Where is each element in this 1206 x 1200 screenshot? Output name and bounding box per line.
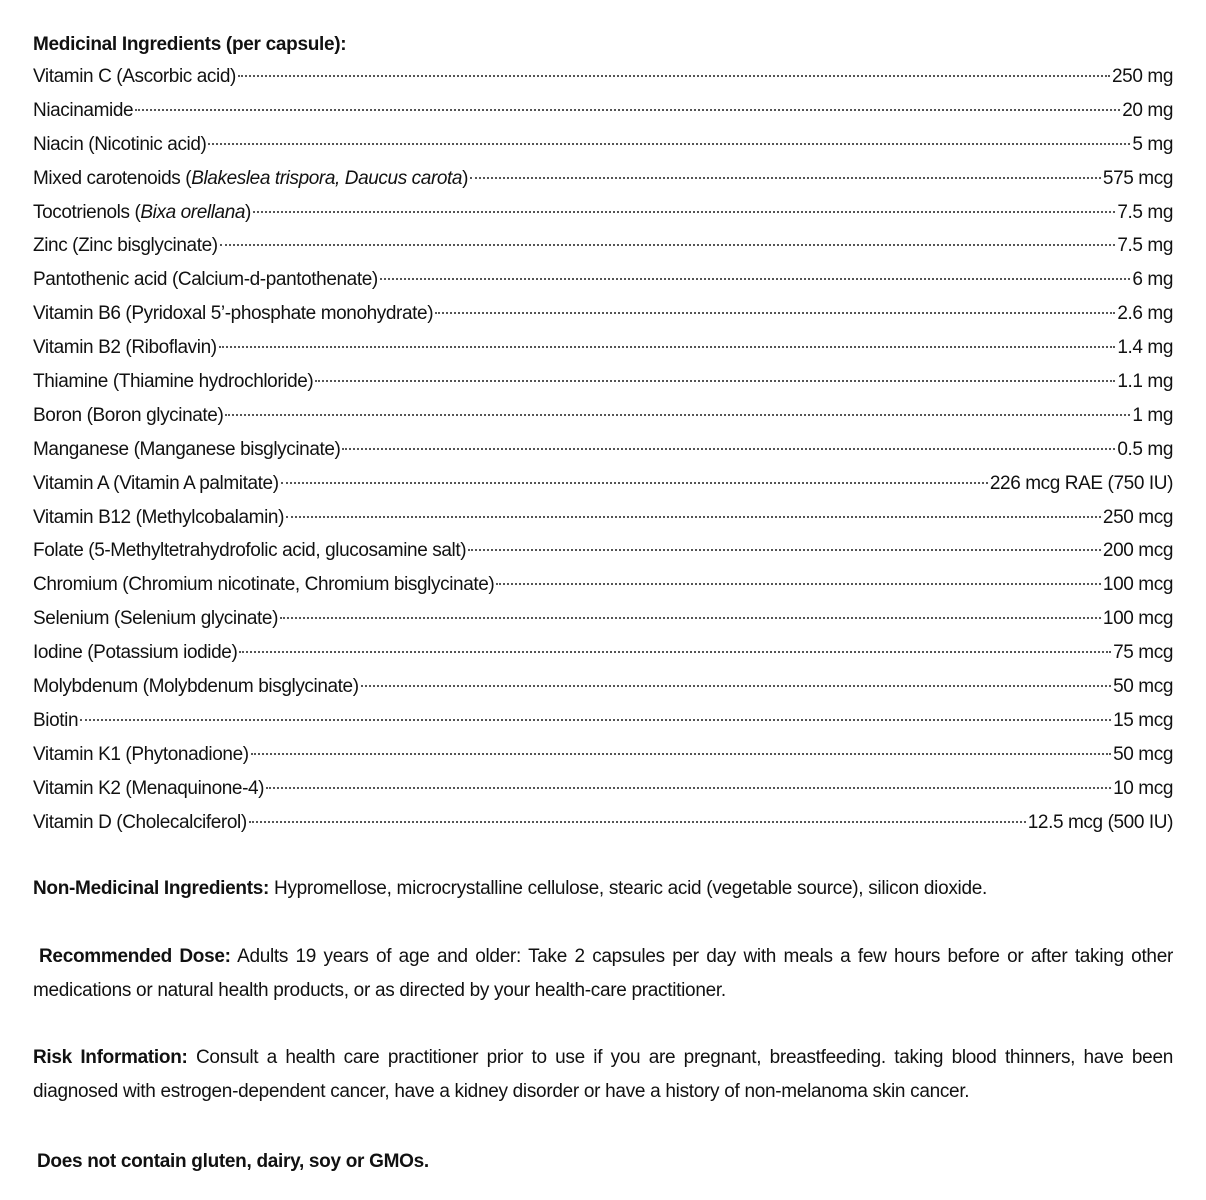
dot-leader — [249, 821, 1026, 823]
ingredient-amount: 50 mcg — [1113, 743, 1173, 765]
dot-leader — [266, 787, 1111, 789]
ingredient-amount: 200 mcg — [1102, 540, 1173, 562]
dot-leader — [80, 719, 1111, 721]
ingredient-latin-name: Bixa orellana — [140, 201, 246, 223]
ingredient-amount: 50 mcg — [1113, 676, 1173, 698]
ingredient-latin-name: Blakeslea trispora, Daucus carota — [191, 167, 463, 189]
recommended-dose-paragraph — [33, 940, 1173, 1008]
dot-leader — [435, 312, 1115, 314]
ingredient-row — [33, 229, 1173, 263]
ingredient-row — [33, 162, 1173, 196]
dot-leader — [361, 685, 1111, 687]
dot-leader — [220, 244, 1116, 246]
ingredient-row — [33, 704, 1173, 738]
ingredient-name: Vitamin B12 (Methylcobalamin) — [33, 506, 284, 528]
ingredient-amount: 7.5 mg — [1117, 201, 1173, 223]
risk-information-section — [33, 1041, 1173, 1109]
ingredient-name: Mixed carotenoids (Blakeslea trispora, Daucus carota) — [33, 167, 469, 189]
ingredient-name: Chromium (Chromium nicotinate, Chromium bisglycinate) — [33, 574, 495, 596]
risk-information-label: Risk Information: — [33, 1047, 188, 1068]
recommended-dose-label: Recommended Dose: — [39, 946, 231, 967]
dot-leader — [315, 380, 1115, 382]
dot-leader — [281, 482, 988, 484]
dot-leader — [496, 583, 1101, 585]
ingredient-row — [33, 331, 1173, 365]
ingredient-name: Molybdenum (Molybdenum bisglycinate) — [33, 676, 359, 698]
ingredient-row — [33, 365, 1173, 399]
dot-leader — [239, 651, 1111, 653]
ingredient-amount: 1 mg — [1132, 404, 1173, 426]
ingredient-amount: 75 mcg — [1113, 642, 1173, 664]
dot-leader — [342, 448, 1115, 450]
ingredient-name: Selenium (Selenium glycinate) — [33, 608, 279, 630]
ingredient-amount: 6 mg — [1132, 269, 1173, 291]
ingredient-row — [33, 738, 1173, 772]
dot-leader — [251, 753, 1111, 755]
dot-leader — [380, 278, 1131, 280]
ingredient-name: Manganese (Manganese bisglycinate) — [33, 438, 341, 460]
medicinal-ingredients-heading: Medicinal Ingredients (per capsule): — [33, 34, 347, 55]
ingredient-amount: 10 mcg — [1113, 777, 1173, 799]
dot-leader — [225, 414, 1130, 416]
ingredient-row — [33, 636, 1173, 670]
ingredient-row — [33, 94, 1173, 128]
recommended-dose-text: Adults 19 years of age and older: Take 2 capsules per day with meals a few hours before or after taking other medications or natural health products, or as directed by your health-care practitioner. — [33, 946, 1173, 1001]
dot-leader — [253, 211, 1115, 213]
ingredient-name: Zinc (Zinc bisglycinate) — [33, 235, 218, 257]
ingredient-row — [33, 568, 1173, 602]
ingredient-row — [33, 772, 1173, 806]
ingredient-row — [33, 297, 1173, 331]
medicinal-ingredients-list — [33, 60, 1173, 839]
ingredient-name: Vitamin K1 (Phytonadione) — [33, 743, 249, 765]
ingredient-name: Vitamin B2 (Riboflavin) — [33, 337, 217, 359]
risk-information-paragraph — [33, 1041, 1173, 1109]
ingredient-amount: 226 mcg RAE (750 IU) — [989, 472, 1173, 494]
ingredient-name: Iodine (Potassium iodide) — [33, 642, 238, 664]
dot-leader — [208, 143, 1130, 145]
ingredient-name: Vitamin K2 (Menaquinone-4) — [33, 777, 265, 799]
non-medicinal-section — [33, 872, 1173, 906]
ingredient-row — [33, 128, 1173, 162]
ingredient-amount: 2.6 mg — [1117, 303, 1173, 325]
ingredient-name: Vitamin D (Cholecalciferol) — [33, 811, 247, 833]
ingredient-name: Niacinamide — [33, 99, 134, 121]
ingredient-row — [33, 60, 1173, 94]
ingredient-row — [33, 196, 1173, 230]
ingredient-row — [33, 433, 1173, 467]
ingredient-row — [33, 602, 1173, 636]
ingredient-name: Niacin (Nicotinic acid) — [33, 133, 207, 155]
dot-leader — [280, 617, 1101, 619]
dot-leader — [468, 549, 1101, 551]
non-medicinal-label: Non-Medicinal Ingredients: — [33, 878, 270, 899]
ingredient-row — [33, 501, 1173, 535]
ingredient-amount: 20 mg — [1122, 99, 1173, 121]
ingredient-name: Thiamine (Thiamine hydrochloride) — [33, 371, 314, 393]
dot-leader — [470, 177, 1101, 179]
risk-information-text: Consult a health care practitioner prior to use if you are pregnant, breastfeeding. taking blood thinners, have been diagnosed with estrogen-dependent cancer, have a kidney disorder or have a history of non-melanoma skin cancer. — [33, 1047, 1173, 1102]
dot-leader — [135, 109, 1120, 111]
ingredient-name: Vitamin C (Ascorbic acid) — [33, 66, 236, 87]
ingredient-name: Tocotrienols (Bixa orellana) — [33, 201, 251, 223]
ingredient-amount: 1.4 mg — [1117, 337, 1173, 359]
ingredient-name: Folate (5-Methyltetrahydrofolic acid, glucosamine salt) — [33, 540, 467, 562]
ingredient-amount: 250 mg — [1112, 66, 1173, 87]
ingredient-amount: 100 mcg — [1102, 608, 1173, 630]
ingredient-amount: 250 mcg — [1102, 506, 1173, 528]
dot-leader — [238, 75, 1110, 77]
ingredient-amount: 0.5 mg — [1117, 438, 1173, 460]
dot-leader — [286, 516, 1101, 518]
non-medicinal-text: Hypromellose, microcrystalline cellulose, stearic acid (vegetable source), silicon dioxide. — [269, 878, 987, 899]
ingredient-amount: 15 mcg — [1113, 709, 1173, 731]
ingredient-amount: 575 mcg — [1102, 167, 1173, 189]
ingredient-row — [33, 670, 1173, 704]
ingredient-row — [33, 467, 1173, 501]
ingredient-row — [33, 263, 1173, 297]
ingredient-amount: 5 mg — [1132, 133, 1173, 155]
ingredient-name: Vitamin A (Vitamin A palmitate) — [33, 472, 279, 494]
ingredient-row — [33, 399, 1173, 433]
ingredient-row — [33, 534, 1173, 568]
ingredient-name: Pantothenic acid (Calcium-d-pantothenate) — [33, 269, 378, 291]
ingredient-amount: 12.5 mcg (500 IU) — [1027, 811, 1173, 833]
non-medicinal-paragraph — [33, 872, 1173, 906]
allergen-free-statement: Does not contain gluten, dairy, soy or GMOs. — [37, 1151, 429, 1172]
ingredient-amount: 7.5 mg — [1117, 235, 1173, 257]
ingredient-amount: 100 mcg — [1102, 574, 1173, 596]
ingredient-name: Vitamin B6 (Pyridoxal 5’-phosphate monohydrate) — [33, 303, 434, 325]
ingredient-row — [33, 806, 1173, 840]
ingredient-name: Boron (Boron glycinate) — [33, 404, 224, 426]
ingredient-amount: 1.1 mg — [1117, 371, 1173, 393]
dot-leader — [219, 346, 1116, 348]
ingredient-name: Biotin — [33, 709, 79, 731]
recommended-dose-section — [33, 940, 1173, 1008]
